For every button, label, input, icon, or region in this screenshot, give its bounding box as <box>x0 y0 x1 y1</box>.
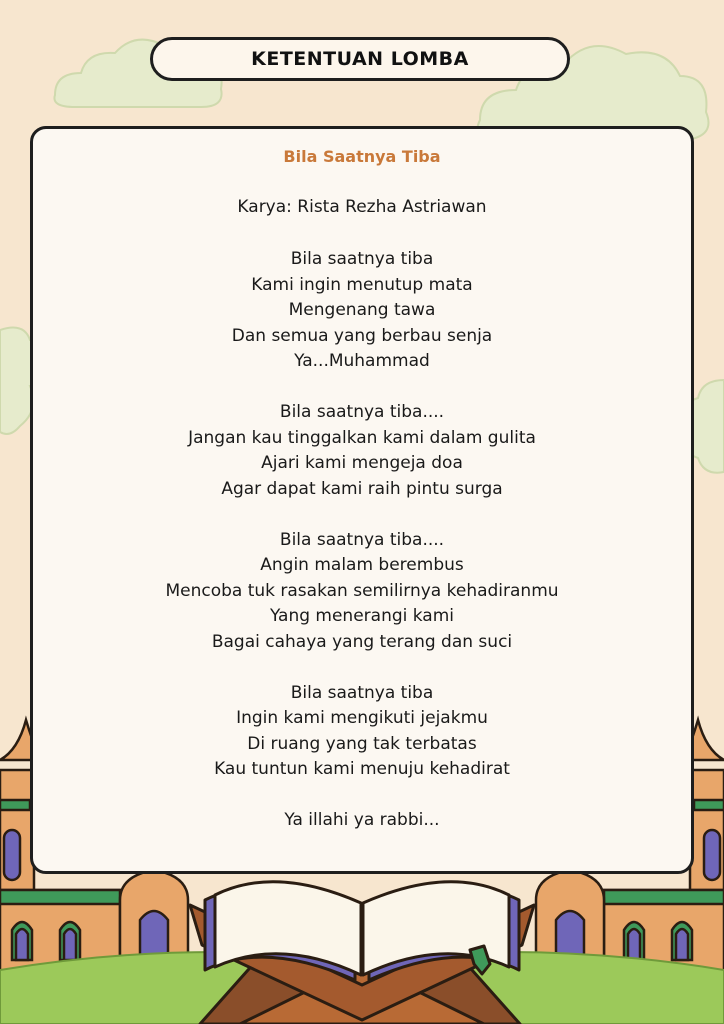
page-title: KETENTUAN LOMBA <box>251 48 469 70</box>
poem-card <box>30 126 694 874</box>
header-title-pill <box>150 37 570 81</box>
poem-line: Bagai cahaya yang terang dan suci <box>211 631 513 652</box>
poem-line: Ya...Muhammad <box>294 351 430 371</box>
poem-line: Mencoba tuk rasakan semilirnya kehadiranmu <box>165 580 559 601</box>
poem-stanza <box>33 808 691 834</box>
poem-line: Mengenang tawa <box>288 300 436 320</box>
poem-line: Yang menerangi kami <box>269 606 455 626</box>
poem-line: Bila saatnya tiba <box>290 682 434 703</box>
poem-line: Ajari kami mengeja doa <box>261 453 463 473</box>
poem-line: Ya illahi ya rabbi... <box>284 810 440 830</box>
poem-title: Bila Saatnya Tiba <box>283 147 441 166</box>
poem-line: Dan semua yang berbau senja <box>231 325 493 346</box>
poem-line: Bila saatnya tiba <box>290 249 434 269</box>
poem-stanza <box>33 400 691 502</box>
poem-stanza <box>33 247 691 375</box>
poem-line: Angin malam berembus <box>260 555 464 575</box>
poem-line: Jangan kau tinggalkan kami dalam gulita <box>188 427 536 448</box>
open-quran-on-stand-illustration <box>190 882 534 1024</box>
poem-line: Kami ingin menutup mata <box>251 274 473 295</box>
poem-line: Bila saatnya tiba.... <box>279 529 445 550</box>
poem-author: Karya: Rista Rezha Astriawan <box>237 197 487 217</box>
poem-stanza <box>33 681 691 783</box>
poem-line: Di ruang yang tak terbatas <box>247 733 477 754</box>
poem-line: Agar dapat kami raih pintu surga <box>221 478 503 499</box>
poem-line: Ingin kami mengikuti jejakmu <box>236 708 488 728</box>
poem-line: Kau tuntun kami menuju kehadirat <box>214 759 510 779</box>
poem-stanzas <box>33 247 691 859</box>
poem-stanza <box>33 528 691 656</box>
poem-line: Bila saatnya tiba.... <box>279 402 445 422</box>
